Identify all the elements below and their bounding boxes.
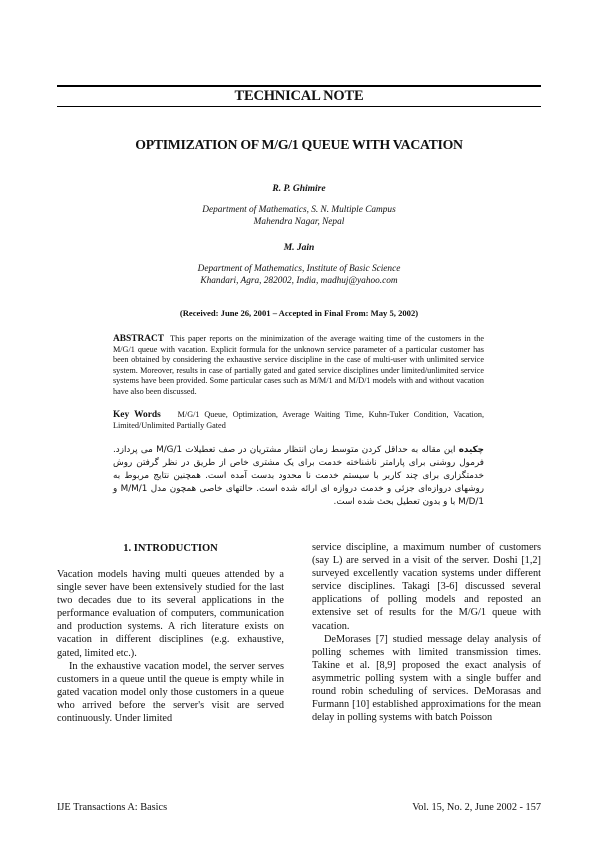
author-name: R. P. Ghimire — [272, 184, 326, 194]
author-affiliation — [57, 205, 541, 228]
keywords-text: M/G/1 Queue, Optimization, Average Waiting Time, Kuhn-Tuker Condition, Vacation, Limited/Unlimited Partially Gated — [113, 410, 485, 430]
body-paragraph: DeMorases [7] studied message delay analysis of polling schemes with limited transmission times. Takine et al. [8,9] proposed the exact analysis of asymmetric polling system with a single buffer and round robin scheduling of services. DeMorasas and Furmann [10] established approximations for the mean delay in polling systems with batch Poisson — [312, 633, 541, 724]
received-dates: (Received: June 26, 2001 – Accepted in Final From: May 5, 2002) — [179, 308, 419, 318]
author-name: M. Jain — [283, 243, 315, 253]
paper-title: OPTIMIZATION OF M/G/1 QUEUE WITH VACATION — [135, 137, 463, 152]
persian-abstract-text: این مقاله به حداقل کردن متوسط زمان انتظار مشتریان در صف تعطیلات M/G/1 می پردازد. فرمول روشنی برای پارامتر ناشناخته خدمت برای یک مشتری خاص از طریق در نظر گرفتن روش خدمتگزاری برای چند کاربر با سیستم خدمت نا محدود بدست آمده است. همچنین نتایج مربوط به روشهای دروازه‌ای جزئی و خدمت دروازه ای ارائه شده است. حالتهای خاصی همچون مدل M/M/1 و M/D/1 با و بدون تعطیل بحث شده است. — [113, 445, 484, 507]
journal-name: IJE Transactions A: Basics — [57, 802, 168, 813]
abstract-label: ABSTRACT — [113, 334, 165, 344]
keywords — [113, 410, 484, 431]
persian-abstract-label: چکیده — [458, 445, 485, 455]
abstract-text: This paper reports on the minimization of the average waiting time of the customers in the M/G/1 queue with vacation. Explicit formula for the unknown service parameter of a particular customer has been obtained by considering the exhaustive service discipline in the case of multi-user with unlimited service system. Moreover, results in case of partially gated and gated service disciplines under limited/unlimited service systems have been provided. Some particular cases such as M/M/1 and M/D/1 models with and without vacation have also been discussed. — [113, 334, 484, 396]
top-rule-thick — [57, 85, 541, 87]
keywords-label: Key Words — [113, 410, 161, 420]
section-label: TECHNICAL NOTE — [234, 88, 364, 104]
left-column — [57, 543, 284, 725]
section-heading: 1. INTRODUCTION — [123, 543, 218, 554]
affiliation-line: Mahendra Nagar, Nepal — [253, 216, 345, 227]
body-paragraph: Vacation models having multi queues attended by a single sever have been extensively studied for the last two decades due to its several applications in the performance evaluation of computers, communication and production systems. A rich literature exists on vacation in different disciplines (e.g. exhaustive, gated, limited etc.). — [57, 569, 284, 659]
issue-page: Vol. 15, No. 2, June 2002 - 157 — [412, 802, 541, 813]
top-rule-thin — [57, 106, 541, 107]
author-affiliation — [57, 264, 541, 287]
right-column — [312, 541, 541, 724]
affiliation-line: Khandari, Agra, 282002, India, madhuj@yahoo.com — [200, 275, 398, 286]
persian-abstract — [113, 444, 484, 509]
affiliation-line: Department of Mathematics, S. N. Multiple Campus — [202, 205, 396, 215]
body-paragraph: service discipline, a maximum number of customers (say L) are served in a visit of the server. Doshi [1,2] surveyed excellently vacation systems under different service disciplines. Takagi [3-6] discussed several applications of polling models and reposted an extensive set of results for the M/G/1 queue with vacation. — [312, 542, 541, 632]
abstract — [113, 334, 484, 398]
body-paragraph: In the exhaustive vacation model, the server serves customers in a queue until the queue is empty while in gated vacation model only those customers in a queue who arrived before the server's visit are served continuously. Under limited — [57, 660, 284, 725]
affiliation-line: Department of Mathematics, Institute of Basic Science — [197, 264, 401, 274]
